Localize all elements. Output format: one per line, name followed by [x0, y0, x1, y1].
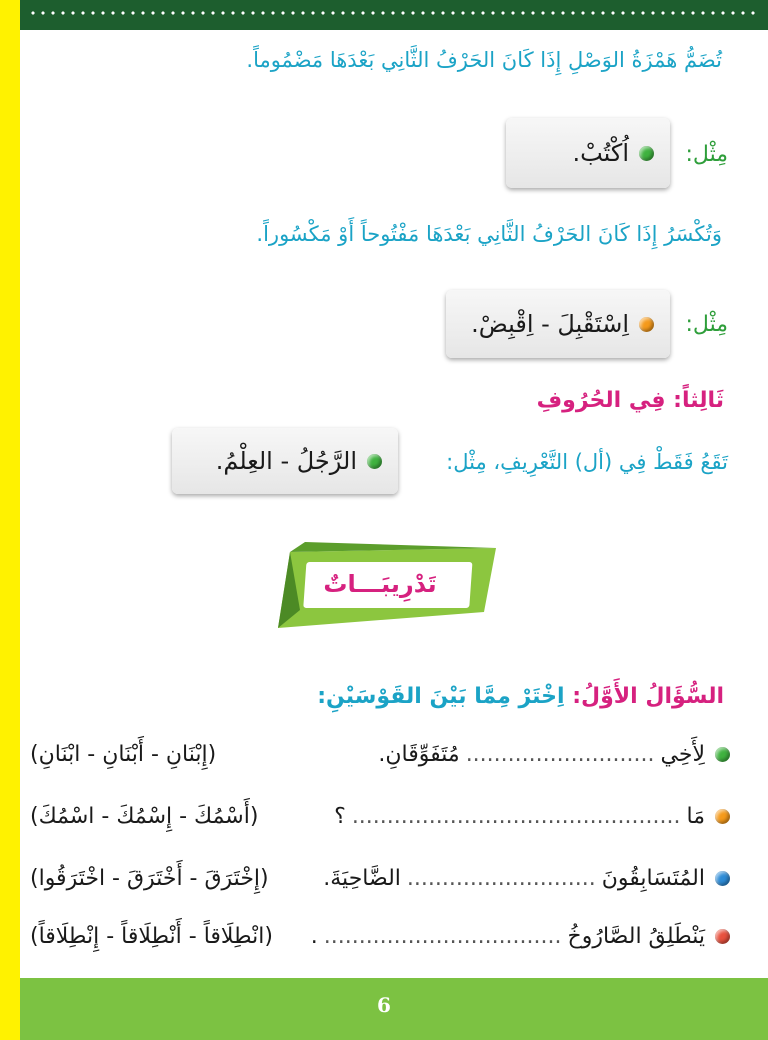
- answer-blank[interactable]: ...............................................: [351, 804, 681, 829]
- exercise-row: [30, 866, 730, 902]
- example-label-1: مِثْل:: [685, 142, 728, 167]
- exercise-after-text: مُتَفَوِّقَانِ.: [378, 742, 460, 767]
- orange-bullet-icon: [715, 809, 730, 824]
- exercise-after-text: ؟: [334, 804, 346, 829]
- exercise-options: (إِخْتَرَقَ - أَخْتَرَقَ - اخْتَرَقُوا): [30, 866, 269, 891]
- answer-blank[interactable]: ...........................: [406, 866, 596, 891]
- exercises-banner: [260, 540, 500, 640]
- example-box-1: [506, 118, 670, 188]
- example-box-2: [446, 290, 670, 358]
- exercise-row: [30, 924, 730, 960]
- exercise-after-text: .: [310, 924, 318, 949]
- exercise-row: [30, 804, 730, 840]
- example-box-3: [172, 428, 398, 494]
- exercise-before-text: يَنْطَلِقُ الصَّارُوخُ: [567, 924, 705, 949]
- rule-text-1: تُضَمُّ هَمْزَةُ الوَصْلِ إِذَا كَانَ الحَرْفُ الثَّانِي بَعْدَهَا مَضْمُوماً.: [246, 48, 722, 72]
- green-bullet-icon: [367, 454, 382, 469]
- left-margin-strip: [0, 0, 20, 1040]
- rule-text-2: وَتُكْسَرُ إِذَا كَانَ الحَرْفُ الثَّانِي بَعْدَهَا مَفْتُوحاً أَوْ مَكْسُوراً.: [256, 222, 722, 246]
- exercises-title: تَدْرِيبَـــاتٌ: [323, 570, 437, 598]
- red-bullet-icon: [715, 929, 730, 944]
- example-text-2: اِسْتَقْبِلَ - اِقْبِضْ.: [471, 310, 629, 338]
- exercise-before-text: مَا: [686, 804, 705, 829]
- exercise-sentence: [323, 866, 730, 891]
- exercise-options: (انْطِلَاقاً - أَنْطِلَاقاً - إِنْطِلَاقاً): [30, 924, 273, 949]
- exercise-options: (إِبْنَانِ - أَبْنَانِ - ابْنَانِ): [30, 742, 217, 767]
- section-heading-3: ثَالِثاً: فِي الحُرُوفِ: [536, 388, 724, 413]
- example-label-2: مِثْل:: [685, 312, 728, 337]
- exercise-sentence: [378, 742, 730, 767]
- exercise-row: [30, 742, 730, 778]
- orange-bullet-icon: [639, 317, 654, 332]
- blue-bullet-icon: [715, 871, 730, 886]
- question-1: [317, 684, 724, 709]
- question-1-label: السُّؤَالُ الأَوَّلُ:: [572, 684, 724, 709]
- rule-text-3: تَقَعُ فَقَطْ فِي (أل) التَّعْرِيفِ، مِثْل:: [446, 450, 728, 474]
- page-number: 6: [377, 993, 391, 1017]
- green-bullet-icon: [639, 146, 654, 161]
- exercise-before-text: لِأَخِي: [660, 742, 705, 767]
- header-dots-decoration: [28, 10, 758, 16]
- example-text-1: اُكْتُبْ.: [572, 139, 629, 167]
- exercise-options: (أَسْمُكَ - إِسْمُكَ - اسْمُكَ): [30, 804, 259, 829]
- exercise-sentence: [334, 804, 730, 829]
- example-text-3: الرَّجُلُ - العِلْمُ.: [215, 447, 357, 475]
- answer-blank[interactable]: ..................................: [323, 924, 562, 949]
- exercise-after-text: الضَّاحِيَةَ.: [323, 866, 401, 891]
- question-1-instruction: اِخْتَرْ مِمَّا بَيْنَ القَوْسَيْنِ:: [317, 684, 565, 709]
- exercise-before-text: المُتَسَابِقُونَ: [601, 866, 705, 891]
- exercise-sentence: [311, 924, 730, 949]
- answer-blank[interactable]: ...........................: [465, 742, 655, 767]
- green-bullet-icon: [715, 747, 730, 762]
